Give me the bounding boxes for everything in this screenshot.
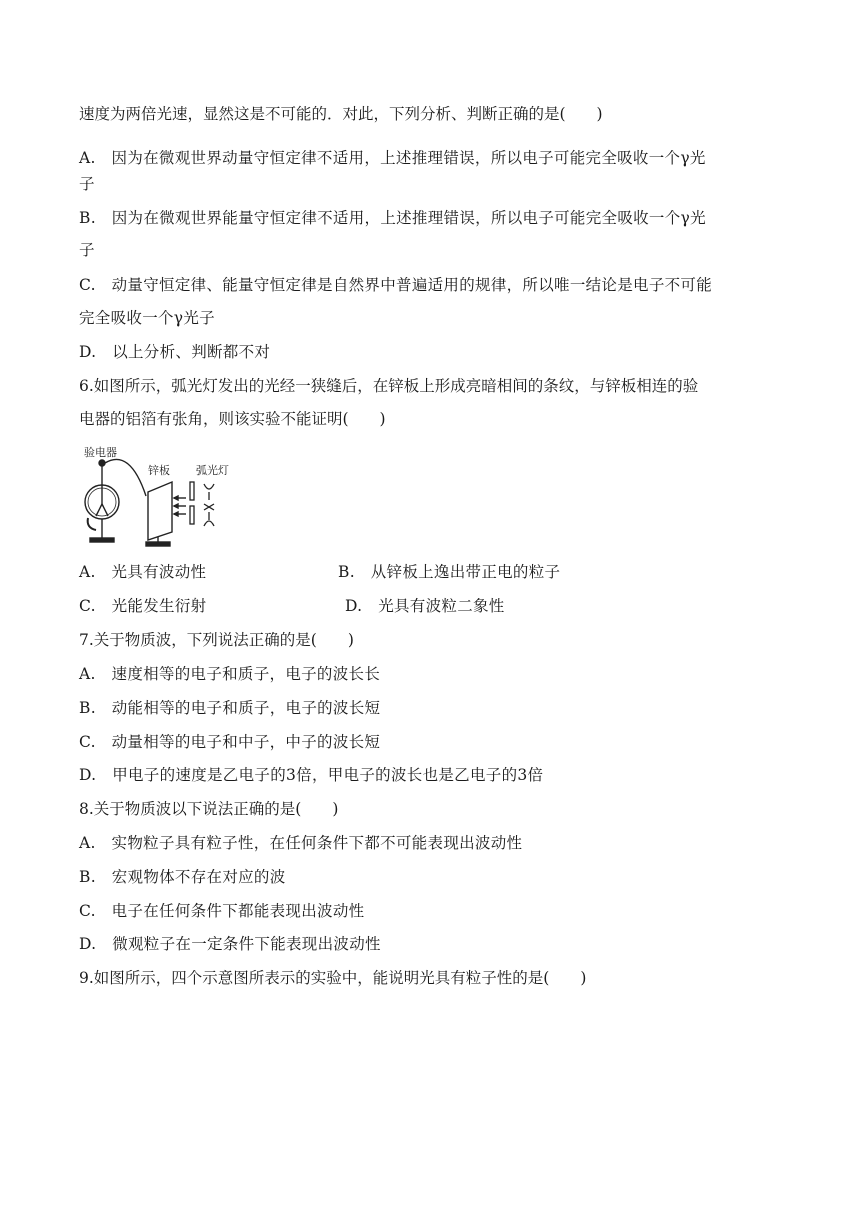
q6-stem-line1: 6.如图所示，弧光灯发出的光经一狭缝后，在锌板上形成亮暗相间的条纹，与锌板相连的验 <box>79 377 699 395</box>
q7-option-d: D. 甲电子的速度是乙电子的3倍，甲电子的波长也是乙电子的3倍 <box>79 766 544 784</box>
q5-option-c-line1: C. 动量守恒定律、能量守恒定律是自然界中普遍适用的规律，所以唯一结论是电子不可能 <box>79 276 713 294</box>
q6-option-d: D. 光具有波粒二象性 <box>345 597 505 615</box>
q8-option-d: D. 微观粒子在一定条件下能表现出波动性 <box>79 935 381 953</box>
q7-option-c: C. 动量相等的电子和中子，中子的波长短 <box>79 733 381 751</box>
q8-stem: 8.关于物质波以下说法正确的是( ) <box>79 800 339 818</box>
q6-option-b: B. 从锌板上逸出带正电的粒子 <box>338 563 561 581</box>
q5-option-a-line2: 子 <box>79 175 95 193</box>
q5-option-c-line2: 完全吸收一个γ光子 <box>79 309 215 327</box>
zinc-plate-icon <box>146 482 186 546</box>
label-zinc-plate: 锌板 <box>148 464 170 477</box>
q5-option-a-line1: A. 因为在微观世界动量守恒定律不适用，上述推理错误，所以电子可能完全吸收一个γ光 <box>79 149 706 167</box>
q5-option-d: D. 以上分析、判断都不对 <box>79 343 271 361</box>
q9-stem: 9.如图所示，四个示意图所表示的实验中，能说明光具有粒子性的是( ) <box>79 969 587 987</box>
photoelectric-experiment-figure <box>78 444 248 552</box>
q8-option-a: A. 实物粒子具有粒子性，在任何条件下都不可能表现出波动性 <box>79 834 523 852</box>
q7-option-a: A. 速度相等的电子和质子，电子的波长长 <box>79 665 381 683</box>
q8-option-b: B. 宏观物体不存在对应的波 <box>79 868 286 886</box>
q5-stem-tail: 速度为两倍光速，显然这是不可能的．对此，下列分析、判断正确的是( ) <box>79 105 603 123</box>
label-arc-lamp: 弧光灯 <box>196 464 229 477</box>
q7-stem: 7.关于物质波，下列说法正确的是( ) <box>79 631 354 649</box>
q5-option-b-line1: B. 因为在微观世界能量守恒定律不适用，上述推理错误，所以电子可能完全吸收一个γ光 <box>79 209 706 227</box>
q6-stem-line2: 电器的铝箔有张角，则该实验不能证明( ) <box>79 410 386 428</box>
label-electroscope: 验电器 <box>84 446 117 459</box>
arc-lamp-icon <box>190 482 214 526</box>
q6-option-a: A. 光具有波动性 <box>79 563 207 581</box>
q7-option-b: B. 动能相等的电子和质子，电子的波长短 <box>79 699 381 717</box>
q5-option-b-line2: 子 <box>79 241 95 259</box>
q6-option-c: C. 光能发生衍射 <box>79 597 207 615</box>
q8-option-c: C. 电子在任何条件下都能表现出波动性 <box>79 902 365 920</box>
electroscope-icon <box>85 459 146 542</box>
